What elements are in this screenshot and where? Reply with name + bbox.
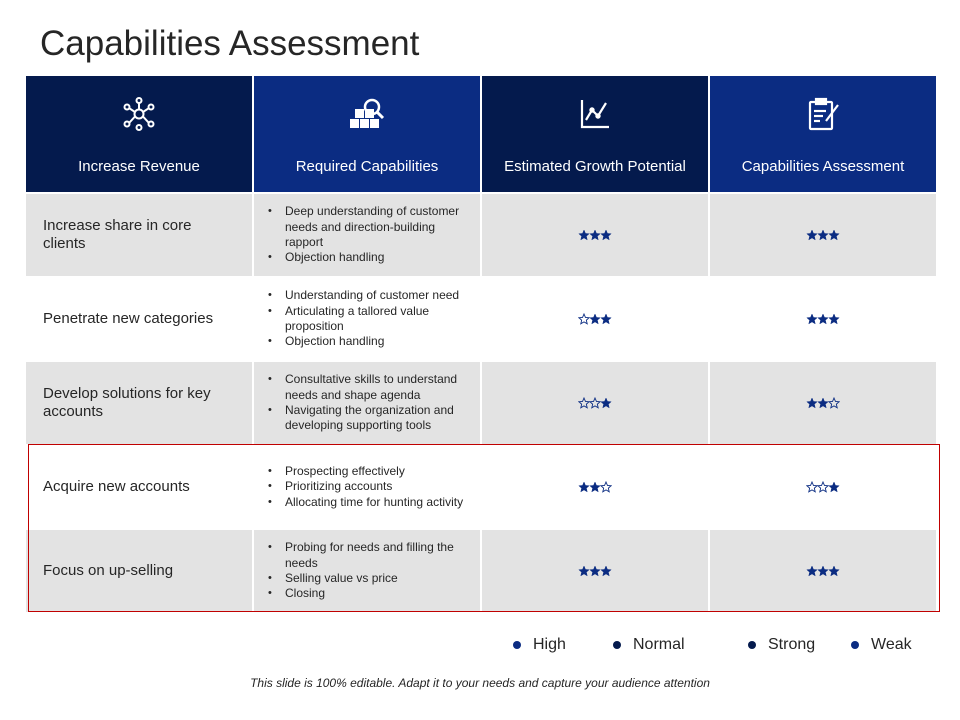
legend-item-normal: [613, 636, 685, 654]
empty-star-icon: [828, 397, 840, 409]
network-icon: [122, 96, 156, 132]
list-item: • Understanding of customer need: [268, 288, 474, 303]
header-label: Estimated Growth Potential: [504, 158, 686, 175]
header-required-capabilities: [254, 76, 480, 192]
empty-star-icon: [600, 481, 612, 493]
assessment-rating-cell: [710, 362, 936, 444]
legend-item-weak: [851, 636, 912, 654]
capabilities-cell: [254, 530, 480, 612]
header-label: Capabilities Assessment: [741, 158, 905, 175]
capabilities-list: [268, 204, 474, 265]
legend-dot: [748, 641, 756, 649]
capabilities-list: [268, 288, 474, 349]
goal-cell: Focus on up-selling: [26, 530, 252, 612]
filled-star-icon: [828, 313, 840, 325]
growth-rating-cell: [482, 194, 708, 276]
list-item: • Navigating the organization and developing supporting tools: [268, 403, 474, 434]
list-item: • Probing for needs and filling the needs: [268, 540, 474, 571]
legend-label: Normal: [633, 636, 685, 653]
list-item: • Deep understanding of customer needs and direction-building rapport: [268, 204, 474, 250]
list-item: • Objection handling: [268, 250, 474, 265]
table-header: [26, 76, 936, 192]
search-blocks-icon: [349, 96, 385, 132]
list-item: • Prospecting effectively: [268, 464, 463, 479]
capabilities-cell: [254, 362, 480, 444]
star-rating: [579, 481, 612, 493]
footer-note: This slide is 100% editable. Adapt it to your needs and capture your audience attention: [250, 676, 710, 690]
star-rating: [807, 397, 840, 409]
list-item: • Consultative skills to understand needs and shape agenda: [268, 372, 474, 403]
star-rating: [807, 565, 840, 577]
page-title: Capabilities Assessment: [40, 24, 420, 63]
goal-cell: Penetrate new categories: [26, 278, 252, 360]
legend-dot: [613, 641, 621, 649]
clipboard-pen-icon: [806, 96, 840, 132]
legend-label: High: [533, 636, 566, 653]
growth-rating-cell: [482, 362, 708, 444]
legend-item-strong: [748, 636, 815, 654]
header-capabilities-assessment: [710, 76, 936, 192]
legend: [0, 636, 960, 658]
list-item: • Objection handling: [268, 334, 474, 349]
growth-rating-cell: [482, 530, 708, 612]
star-rating: [579, 397, 612, 409]
star-rating: [579, 565, 612, 577]
list-item: • Prioritizing accounts: [268, 479, 463, 494]
table-body: [26, 194, 936, 612]
assessment-rating-cell: [710, 446, 936, 528]
goal-cell: Increase share in core clients: [26, 194, 252, 276]
growth-rating-cell: [482, 446, 708, 528]
filled-star-icon: [828, 229, 840, 241]
assessment-rating-cell: [710, 194, 936, 276]
capabilities-table: [26, 76, 936, 612]
filled-star-icon: [828, 565, 840, 577]
table-row: [26, 278, 936, 360]
table-row: [26, 530, 936, 612]
capabilities-list: [268, 540, 474, 601]
legend-dot: [513, 641, 521, 649]
filled-star-icon: [600, 313, 612, 325]
capabilities-list: [268, 464, 463, 510]
capabilities-cell: [254, 278, 480, 360]
legend-item-high: [513, 636, 566, 654]
star-rating: [579, 229, 612, 241]
list-item: • Articulating a tallored value proposition: [268, 304, 474, 335]
capabilities-cell: [254, 194, 480, 276]
filled-star-icon: [600, 565, 612, 577]
star-rating: [579, 313, 612, 325]
legend-label: Weak: [871, 636, 912, 653]
legend-dot: [851, 641, 859, 649]
filled-star-icon: [600, 397, 612, 409]
assessment-rating-cell: [710, 530, 936, 612]
assessment-rating-cell: [710, 278, 936, 360]
list-item: • Closing: [268, 586, 474, 601]
header-growth-potential: [482, 76, 708, 192]
list-item: • Selling value vs price: [268, 571, 474, 586]
capabilities-list: [268, 372, 474, 433]
line-chart-icon: [579, 96, 611, 132]
filled-star-icon: [828, 481, 840, 493]
header-increase-revenue: [26, 76, 252, 192]
list-item: • Allocating time for hunting activity: [268, 495, 463, 510]
header-label: Required Capabilities: [295, 158, 439, 175]
legend-label: Strong: [768, 636, 816, 653]
table-row: [26, 446, 936, 528]
filled-star-icon: [600, 229, 612, 241]
star-rating: [807, 313, 840, 325]
capabilities-cell: [254, 446, 480, 528]
goal-cell: Acquire new accounts: [26, 446, 252, 528]
header-label: Increase Revenue: [78, 158, 200, 175]
table-row: [26, 194, 936, 276]
star-rating: [807, 229, 840, 241]
table-row: [26, 362, 936, 444]
goal-cell: Develop solutions for key accounts: [26, 362, 252, 444]
growth-rating-cell: [482, 278, 708, 360]
star-rating: [807, 481, 840, 493]
